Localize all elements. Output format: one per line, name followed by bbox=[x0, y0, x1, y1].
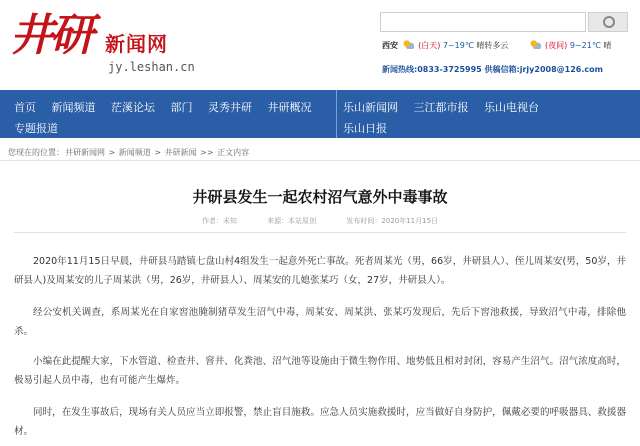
weather-temp: 9~21℃ bbox=[569, 41, 601, 50]
nav-row-secondary bbox=[14, 120, 70, 136]
weather-period: (白天) bbox=[418, 41, 441, 50]
breadcrumb-link-channel[interactable]: 新闻频道 bbox=[118, 148, 151, 157]
article-author: 作者：未知 bbox=[201, 217, 237, 225]
breadcrumb-prefix: 您现在的位置： bbox=[8, 148, 64, 157]
article-meta bbox=[0, 216, 640, 226]
divider bbox=[14, 232, 626, 233]
news-hotline: 新闻热线:0833-3725995 供稿信箱:jrjy2008@126.com bbox=[382, 65, 603, 74]
search-input[interactable] bbox=[380, 12, 586, 32]
nav-row-primary bbox=[14, 99, 324, 115]
nav-item-leshan-tv[interactable]: 乐山电视台 bbox=[484, 101, 539, 114]
article-title: 井研县发生一起农村沼气意外中毒事故 bbox=[192, 188, 448, 206]
logo-url: jy.leshan.cn bbox=[108, 60, 195, 74]
logo-mark: 井研 bbox=[10, 10, 90, 61]
nav-item-special[interactable]: 专题报道 bbox=[14, 122, 58, 135]
site-logo[interactable] bbox=[10, 6, 210, 82]
search-button[interactable] bbox=[588, 12, 628, 32]
nav-item-departments[interactable]: 部门 bbox=[170, 101, 193, 114]
breadcrumb-current: 正文内容 bbox=[217, 148, 250, 157]
article-date: 发布时间：2020年11月15日 bbox=[346, 217, 439, 225]
breadcrumb-link-section[interactable]: 井研新闻 bbox=[164, 148, 197, 157]
article-paragraph: 小编在此提醒大家，下水管道、检查井、窨井、化粪池、沼气池等设施由于微生物作用、地势低且相对封闭，容易产生沼气。沼气浓度高时，极易引起人员中毒，也有可能产生爆炸。 bbox=[14, 356, 626, 386]
weather-period: (夜间) bbox=[545, 41, 568, 50]
nav-item-overview[interactable]: 井研概况 bbox=[267, 101, 312, 114]
nav-item-leshan-daily[interactable]: 乐山日报 bbox=[343, 122, 387, 135]
sun-cloud-icon bbox=[530, 40, 541, 49]
breadcrumb-sep: > bbox=[106, 148, 118, 157]
nav-item-sanjiang[interactable]: 三江都市报 bbox=[413, 101, 469, 114]
nav-item-home[interactable]: 首页 bbox=[14, 101, 36, 114]
article-paragraph: 经公安机关调查，系周某光在自家窖池腌制猪草发生沼气中毒，周某安、周某洪、张某巧发现后，先后下窖池救援，导致沼气中毒，排除他杀。 bbox=[14, 307, 626, 337]
weather-condition: 晴转多云 bbox=[476, 41, 509, 50]
nav-row-partners bbox=[343, 99, 551, 115]
sun-cloud-icon bbox=[403, 40, 414, 49]
breadcrumb-sep: > bbox=[151, 148, 164, 157]
breadcrumb bbox=[8, 147, 250, 158]
nav-divider bbox=[336, 90, 337, 138]
article-paragraph: 同时，在发生事故后，现场有关人员应当立即报警，禁止盲目施救。应急人员实施救援时，应当做好自身防护，佩戴必要的呼吸器具、救援器材。 bbox=[14, 407, 626, 437]
nav-item-scenery[interactable]: 灵秀井研 bbox=[208, 101, 252, 114]
nav-item-news[interactable]: 新闻频道 bbox=[51, 101, 96, 114]
weather-bar bbox=[382, 40, 611, 51]
article-source: 来源：本站原创 bbox=[267, 217, 317, 225]
breadcrumb-sep: >> bbox=[197, 148, 217, 157]
nav-row-partners-2 bbox=[343, 120, 399, 136]
breadcrumb-link-site[interactable]: 井研新闻网 bbox=[65, 148, 105, 157]
weather-temp: 7~19℃ bbox=[442, 41, 474, 50]
site-header bbox=[0, 0, 640, 88]
divider bbox=[0, 160, 640, 161]
nav-item-forum[interactable]: 茫溪论坛 bbox=[111, 101, 155, 114]
weather-condition: 晴 bbox=[603, 41, 612, 50]
article-paragraph: 2020年11月15日早晨，井研县马踏镇七盘山村4组发生一起意外死亡事故。死者周某光（男，66岁，井研县人）、侄儿周某安(男，50岁，井研县人)及周某安的儿子周某洪（男，26岁，井研县人）、周某安的儿媳张某巧（女，27岁，井研县人）。 bbox=[14, 256, 626, 286]
weather-city: 西安 bbox=[382, 41, 398, 50]
logo-site-name: 新闻网 bbox=[105, 32, 168, 56]
nav-item-leshan-news[interactable]: 乐山新闻网 bbox=[343, 101, 398, 114]
